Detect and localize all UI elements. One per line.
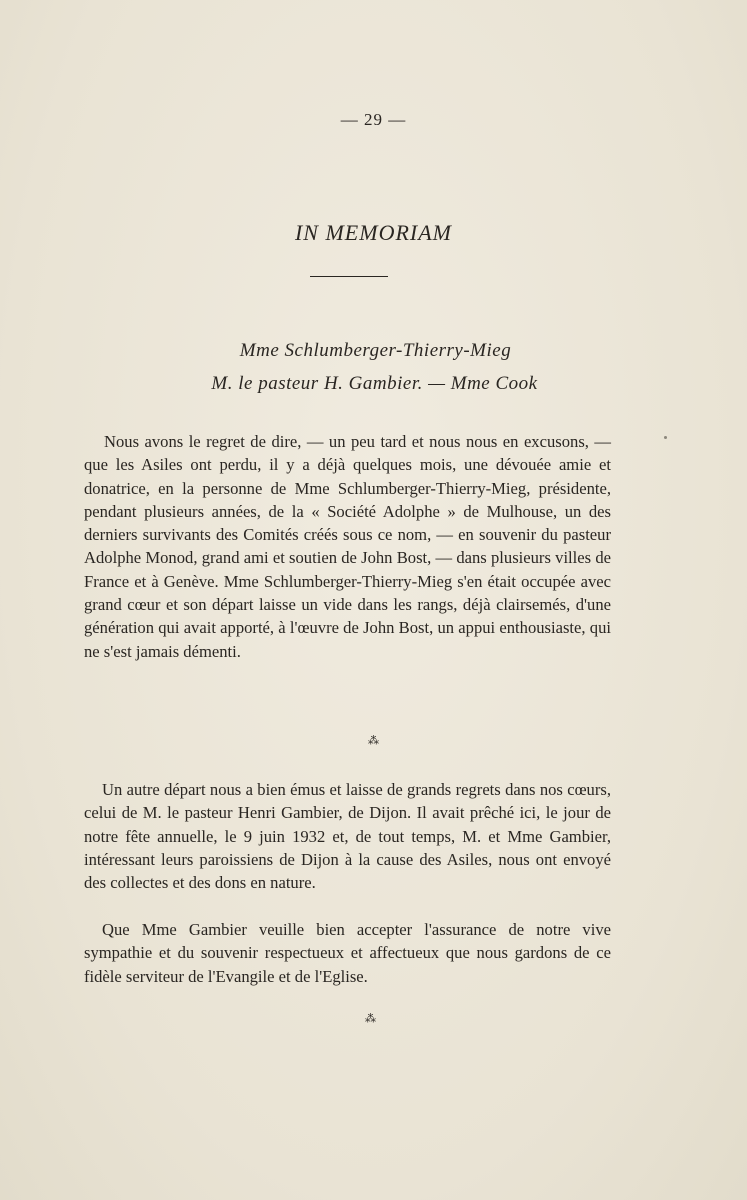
page-number: — 29 — [340, 110, 407, 129]
asterism-separator-2: ⁂ [365, 1013, 376, 1025]
subtitle-line-1: Mme Schlumberger-Thierry-Mieg [239, 340, 512, 361]
paper-speck [664, 436, 667, 439]
asterism-separator-1: ⁂ [368, 735, 379, 747]
subtitle-line-2: M. le pasteur H. Gambier. — Mme Cook [211, 373, 538, 394]
page-title: IN MEMORIAM [294, 220, 452, 245]
paragraph-schlumberger: Nous avons le regret de dire, — un peu tard et nous nous en excusons, — que les Asiles ont perdu, il y a déjà quelques mois, une dévouée amie et donatrice, en la personne de Mme Schlumberger-Thierry-Mieg, présidente, pendant plusieurs années, de la « Société Adolphe » de Mulhouse, un des derniers survivants des Comités créés sous ce nom, — en souvenir du pasteur Adolphe Monod, grand ami et soutien de John Bost, — dans plusieurs villes de France et à Genève. Mme Schlumberger-Thierry-Mieg s'en était occupée avec grand cœur et son départ laisse un vide dans les rangs, déjà clairsemés, d'une génération qui avait apporté, à l'œuvre de John Bost, un appui enthousiaste, qui ne s'est jamais démenti. [84, 432, 611, 661]
paragraph-gambier: Un autre départ nous a bien émus et laisse de grands regrets dans nos cœurs, celui de M. le pasteur Henri Gambier, de Dijon. Il avait prêché ici, le jour de notre fête annuelle, le 9 juin 1932 et, de tout temps, M. et Mme Gambier, intéressant leurs paroissiens de Dijon à la cause des Asiles, nous ont envoyé des collectes et des dons en nature. [84, 780, 611, 893]
title-rule [310, 276, 388, 277]
paragraph-sympathy: Que Mme Gambier veuille bien accepter l'assurance de notre vive sympathie et du souvenir respectueux et affectueux que nous gardons de ce fidèle serviteur de l'Evangile et de l'Eglise. [84, 920, 611, 986]
